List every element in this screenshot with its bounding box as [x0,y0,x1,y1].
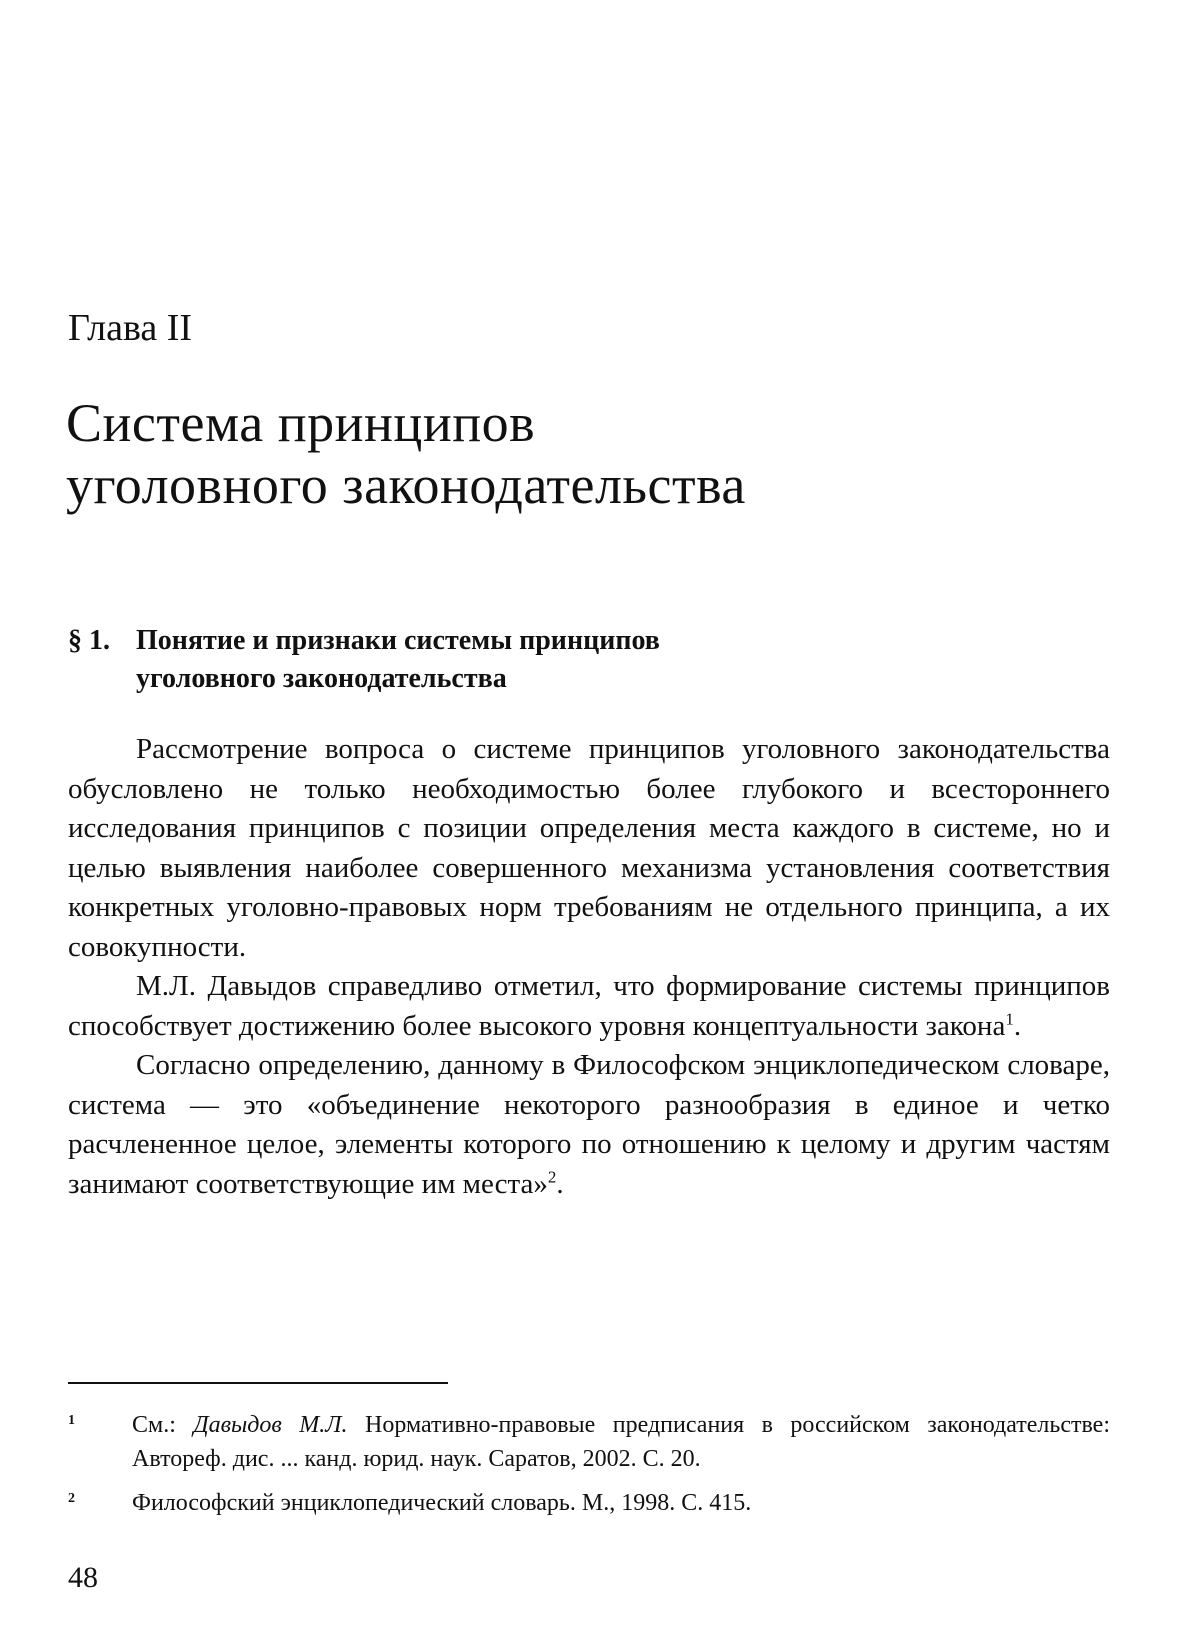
paragraph-3-text: Согласно определению, данному в Философском энциклопедическом словаре, система — это «объединение некоторого разнообразия в единое и четко расчлененное целое, элементы которого по отношению к целому и другим частям занимают соответствующие им места» [68,1049,1110,1200]
paragraph-1 [68,730,1110,967]
section-heading [68,622,968,698]
footnote-1-prefix: См.: [132,1412,194,1438]
footnote-1-text: Нормативно-правовые предписания в российском законодательстве: Автореф. дис. ... канд. юрид. наук. Саратов, 2002. С. 20. [132,1412,1110,1472]
body-text [68,730,1110,1204]
footnote-1-author: Давыдов М.Л. [193,1412,348,1438]
chapter-title-line-1: Система принципов [66,393,536,453]
section-title-line-2: уголовного законодательства [136,663,507,694]
section-number: § 1. [68,625,110,656]
footnote-2-text: Философский энциклопедический словарь. М., 1998. С. 415. [132,1490,752,1516]
footnote-1 [68,1408,1110,1476]
footnote-ref-1[interactable]: 1 [1005,1008,1014,1028]
footnote-divider [68,1382,448,1384]
section-title-line-1: Понятие и признаки системы принципов [136,625,660,656]
footnote-ref-2[interactable]: 2 [547,1166,557,1186]
page-number: 48 [68,1561,98,1594]
paragraph-1-text: Рассмотрение вопроса о системе принципов уголовного законодательства обусловлено не только необходимостью более глубокого и всестороннего исследования принципов с позиции определения места каждого в системе, но и целью выявления наиболее совершенного механизма установления соответствия конкретных уголовно-правовых норм требованиям не отдельного принципа, а их совокупности. [68,733,1110,963]
footnote-1-number: 1 [68,1413,75,1428]
chapter-title-line-2: уголовного законодательства [66,455,746,515]
footnote-2-number: 2 [68,1491,75,1506]
footnotes [68,1408,1110,1530]
chapter-label: Глава II [68,307,193,349]
paragraph-2-tail: . [1013,1009,1022,1042]
chapter-title [66,392,1066,516]
paragraph-3 [68,1046,1110,1204]
paragraph-3-tail: . [556,1167,564,1200]
paragraph-2 [68,967,1110,1046]
footnote-2 [68,1486,1110,1520]
paragraph-2-text: М.Л. Давыдов справедливо отметил, что формирование системы принципов способствует достижению более высокого уровня концептуальности закона [68,970,1110,1042]
